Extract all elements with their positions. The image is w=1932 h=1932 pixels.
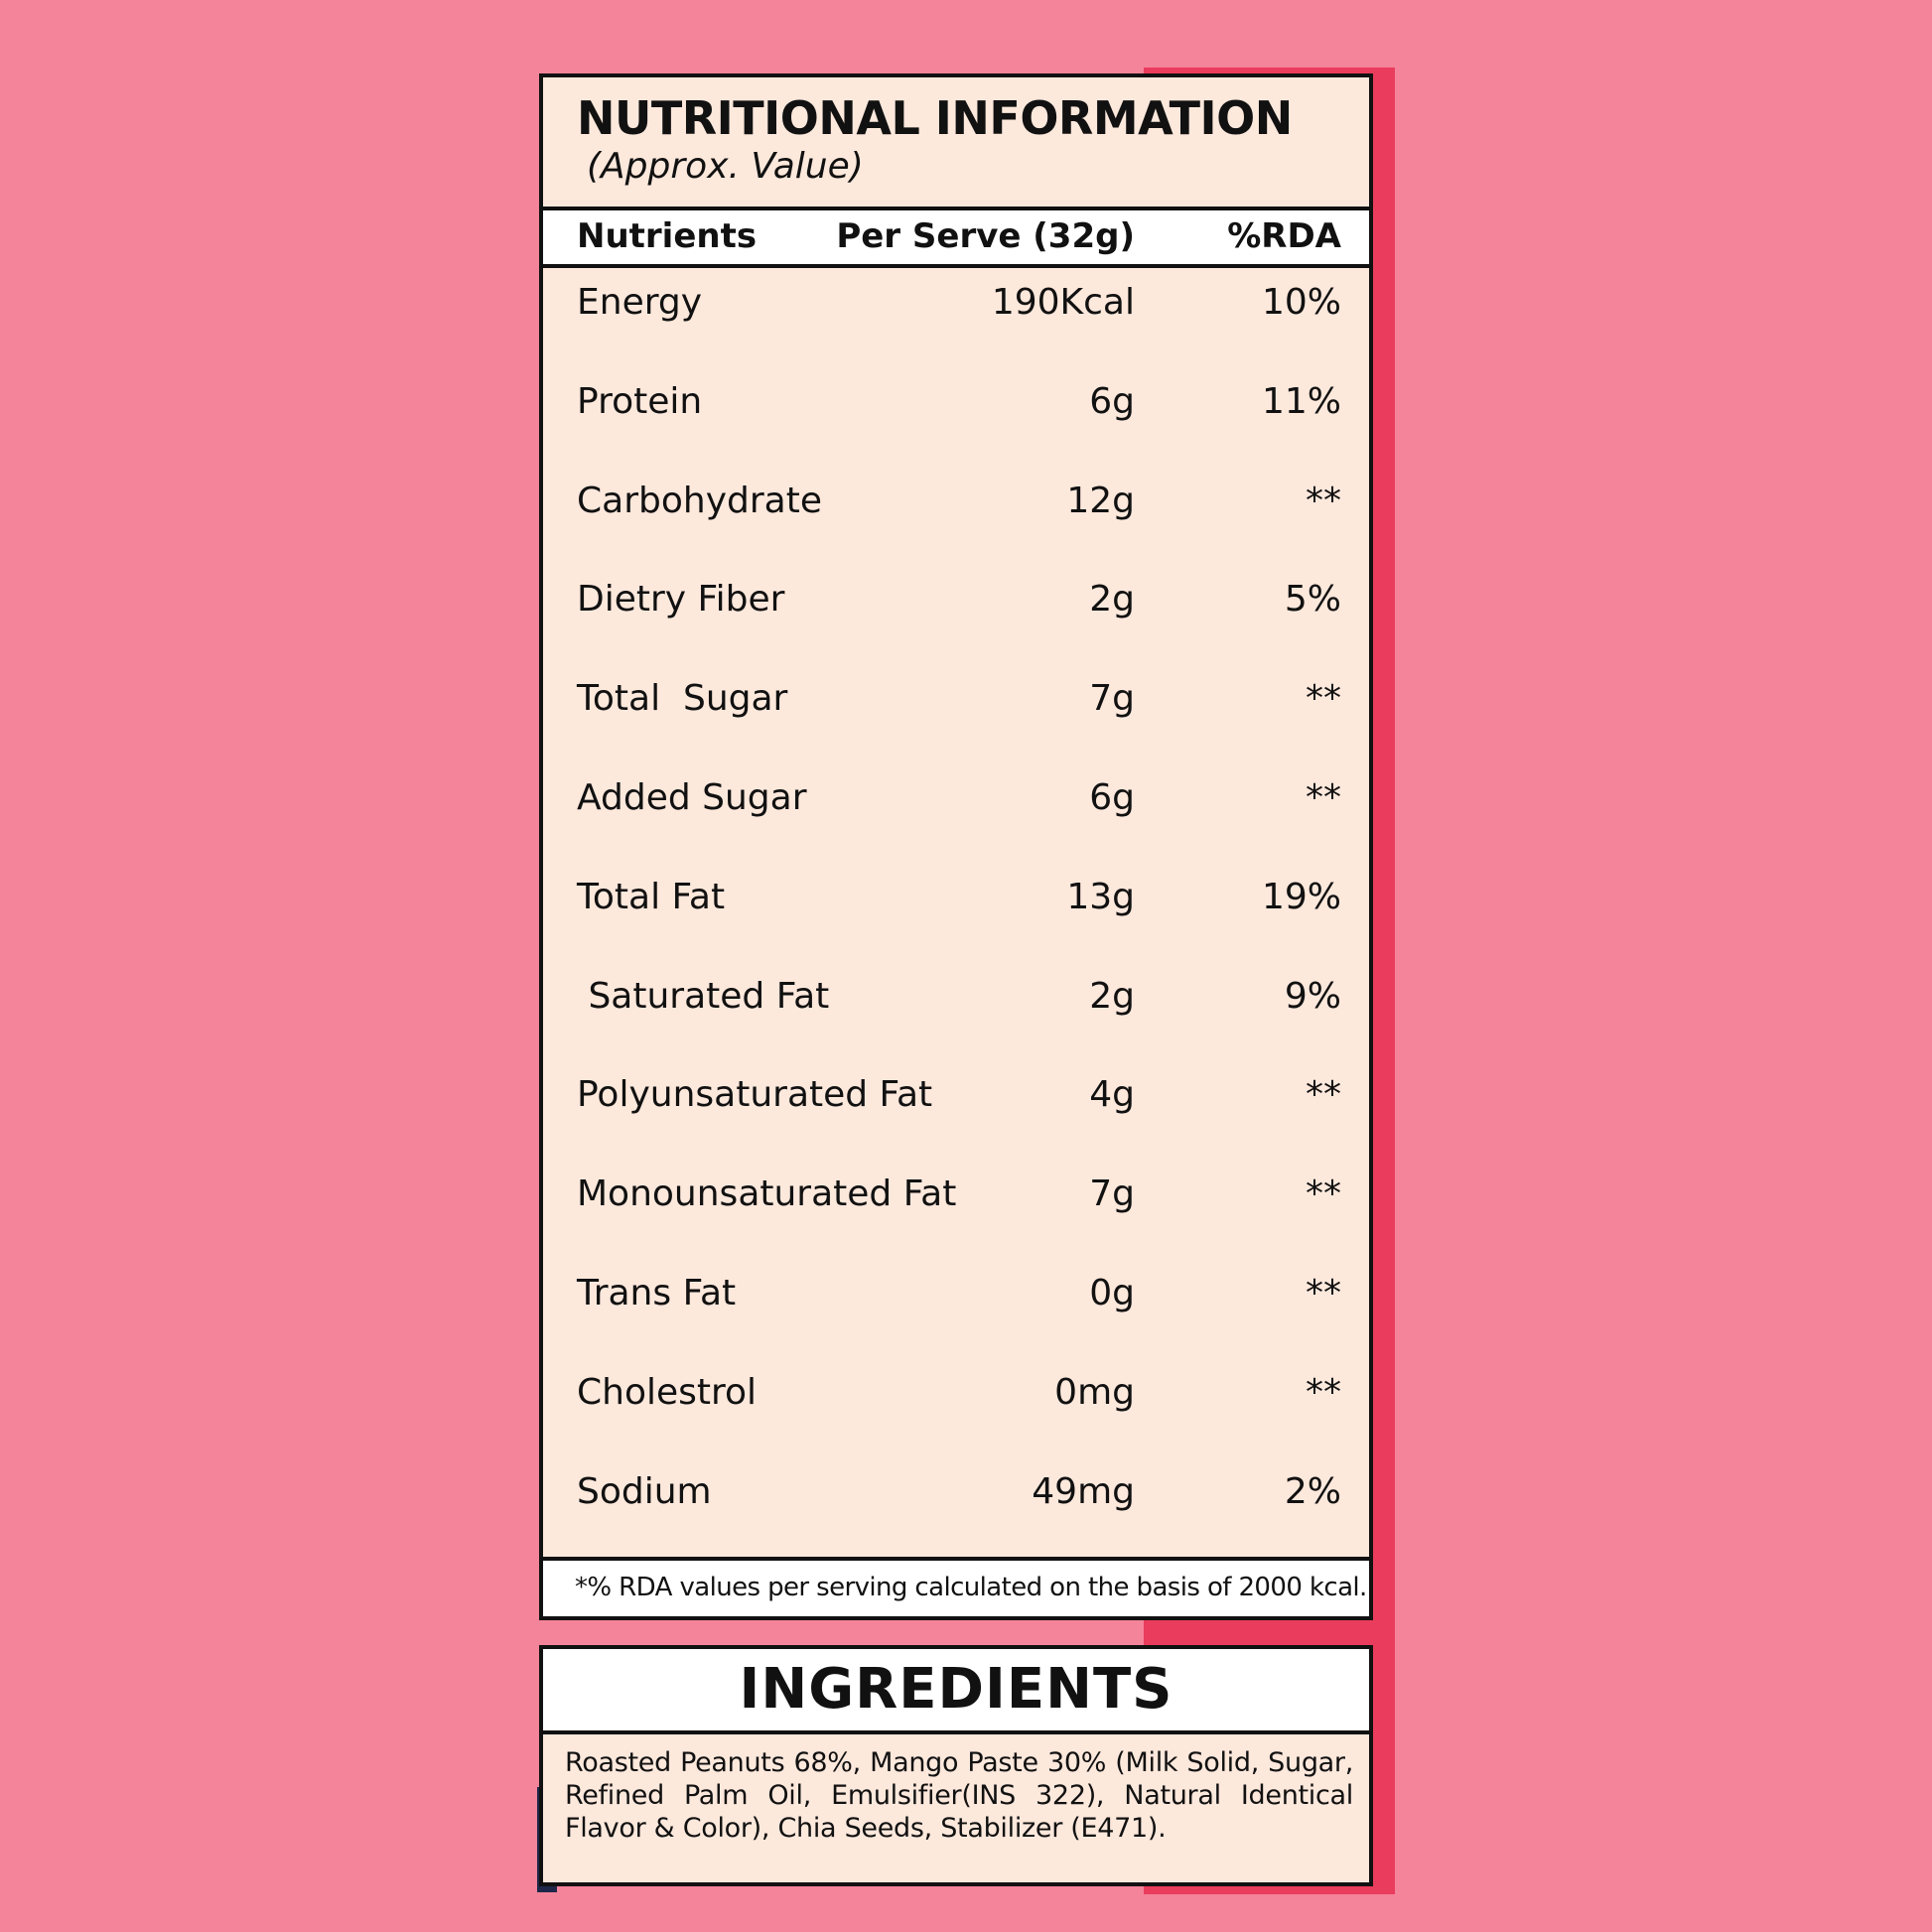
column-header-nutrients: Nutrients <box>577 216 758 256</box>
nutrient-value: 7g <box>1089 1173 1135 1215</box>
nutrient-name: Energy <box>577 282 703 323</box>
table-row <box>543 1457 1369 1557</box>
nutrient-name: Sodium <box>577 1470 712 1512</box>
nutrient-name: Protein <box>577 380 703 422</box>
column-header-rda: %RDA <box>1227 216 1341 256</box>
nutrient-name: Cholestrol <box>577 1371 758 1413</box>
nutrient-rows <box>543 268 1369 1556</box>
table-row <box>543 1060 1369 1160</box>
nutrient-value: 2g <box>1089 975 1135 1017</box>
table-row <box>543 1358 1369 1457</box>
table-row <box>543 1160 1369 1259</box>
nutrient-rda: ** <box>1306 1371 1341 1413</box>
nutrient-value: 49mg <box>1032 1470 1135 1512</box>
ingredients-heading: INGREDIENTS <box>543 1649 1369 1734</box>
table-row <box>543 367 1369 467</box>
nutrient-value: 12g <box>1066 480 1135 521</box>
table-row <box>543 863 1369 962</box>
nutrient-rda: 11% <box>1261 380 1341 422</box>
nutrient-value: 0g <box>1089 1272 1135 1313</box>
nutrient-rda: 9% <box>1284 975 1341 1017</box>
nutrient-name: Total Fat <box>577 876 726 917</box>
table-row <box>543 1259 1369 1358</box>
table-row <box>543 467 1369 566</box>
nutrient-rda: 5% <box>1284 579 1341 621</box>
nutrient-name: Polyunsaturated Fat <box>577 1074 933 1116</box>
nutrient-name: Carbohydrate <box>577 480 822 521</box>
nutrient-value: 7g <box>1089 678 1135 720</box>
nutrient-rda: ** <box>1306 776 1341 818</box>
nutrition-title-block <box>543 77 1369 210</box>
table-row <box>543 268 1369 367</box>
table-row <box>543 664 1369 763</box>
nutrient-rda: ** <box>1306 1272 1341 1313</box>
nutrient-value: 6g <box>1089 776 1135 818</box>
table-row <box>543 565 1369 664</box>
nutrient-name: Total Sugar <box>577 678 788 720</box>
nutrient-rda: ** <box>1306 480 1341 521</box>
nutrient-value: 0mg <box>1054 1371 1135 1413</box>
nutrient-name: Trans Fat <box>577 1272 737 1313</box>
nutrient-rda: 19% <box>1261 876 1341 917</box>
nutrient-value: 190Kcal <box>991 282 1135 323</box>
nutrient-rda: ** <box>1306 1173 1341 1215</box>
nutrient-name: Saturated Fat <box>577 975 830 1017</box>
nutrition-panel <box>539 73 1373 1620</box>
rda-footnote: *% RDA values per serving calculated on the basis of 2000 kcal. <box>543 1557 1369 1616</box>
ingredients-panel <box>539 1645 1373 1886</box>
nutrition-title: NUTRITIONAL INFORMATION <box>577 91 1293 145</box>
nutrient-rda: ** <box>1306 1074 1341 1116</box>
table-row <box>543 962 1369 1061</box>
nutrient-rda: ** <box>1306 678 1341 720</box>
nutrient-rda: 10% <box>1261 282 1341 323</box>
nutrient-rda: 2% <box>1284 1470 1341 1512</box>
column-header-per-serve: Per Serve (32g) <box>836 216 1135 256</box>
nutrient-name: Added Sugar <box>577 776 807 818</box>
nutrient-value: 4g <box>1089 1074 1135 1116</box>
nutrition-subtitle: (Approx. Value) <box>587 145 864 187</box>
table-header <box>543 210 1369 268</box>
nutrient-value: 2g <box>1089 579 1135 621</box>
nutrient-name: Dietry Fiber <box>577 579 785 621</box>
nutrient-name: Monounsaturated Fat <box>577 1173 957 1215</box>
ingredients-text: Roasted Peanuts 68%, Mango Paste 30% (Milk Solid, Sugar, Refined Palm Oil, Emulsifier(INS 322), Natural Identical Flavor & Color), Chia Seeds, Stabilizer (E471). <box>565 1747 1353 1844</box>
table-row <box>543 763 1369 863</box>
nutrient-value: 6g <box>1089 380 1135 422</box>
nutrient-value: 13g <box>1066 876 1135 917</box>
